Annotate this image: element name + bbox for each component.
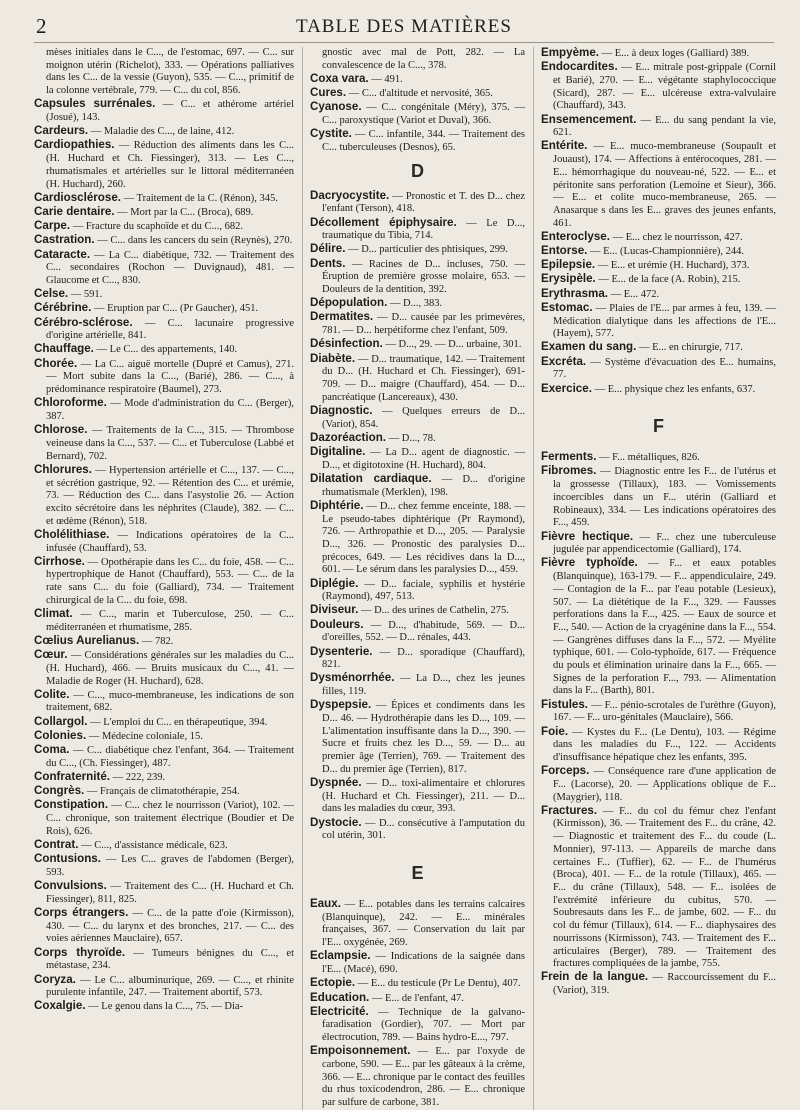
index-entry — [34, 98, 294, 124]
index-entry-text: — C..., d'assistance médicale, 623. — [78, 839, 228, 851]
index-entry — [310, 311, 525, 337]
index-term: Constipation. — [34, 798, 109, 812]
index-entry — [34, 234, 294, 248]
index-term: Castration. — [34, 233, 95, 247]
index-term: Diviseur. — [310, 603, 359, 617]
index-entry — [310, 672, 525, 698]
index-entry-text: — D..., 29. — D... urbaine, 301. — [382, 339, 522, 351]
index-entry — [310, 243, 525, 257]
index-entry-text: — Réduction des aliments dans les C... (H. Huchard et Ch. Fiessinger), 313. — Les C..., rhumatismales et artérielles sur le littoral méditerranéen (H. Huchard), 260. — [46, 140, 294, 190]
index-entry — [541, 356, 776, 382]
index-entry-text: — Indications opératoires de la C... infusée (Chauffard), 53. — [46, 529, 294, 554]
index-entry — [34, 464, 294, 529]
index-entry — [34, 689, 294, 715]
index-entry-text: — Considérations générales sur les maladies du C... (H. Huchard), 466. — Bruits musicaux du C..., 41. — Maladie de Roger (H. Huchard), 628. — [46, 650, 294, 687]
index-term: Chorée. — [34, 356, 78, 370]
index-entry — [541, 341, 776, 355]
index-entry — [541, 557, 776, 698]
index-entry — [310, 190, 525, 216]
index-term: Dysménorrhée. — [310, 671, 395, 685]
index-entry-text: — E... chez le nourrisson, 427. — [609, 231, 743, 243]
index-entry — [541, 531, 776, 557]
index-entry-text: — D..., d'habitude, 569. — D... d'oreilles, 552. — D... rénales, 443. — [322, 619, 525, 644]
index-term: Frein de la langue. — [541, 970, 649, 984]
index-entry — [541, 383, 776, 397]
index-entry — [310, 297, 525, 311]
index-entry — [34, 529, 294, 555]
index-entry-text: — E... mitrale post-grippale (Cornil et Barié), 270. — E... végétante staphylococcique (Sicard), 287. — E... ulcéreuse extra-valvulaire (Chauffard), 343. — [553, 62, 776, 112]
index-entry — [541, 302, 776, 341]
index-term: Contrat. — [34, 837, 79, 851]
index-term: Dyspepsie. — [310, 698, 372, 712]
index-entry-text: — Les C... graves de l'abdomen (Berger), 593. — [46, 854, 294, 878]
index-entry — [310, 500, 525, 577]
index-entry-text: — Le D..., traumatique du Tibia, 714. — [322, 217, 525, 242]
index-entry — [34, 302, 294, 316]
index-entry — [34, 317, 294, 343]
index-entry — [310, 1006, 525, 1045]
index-entry — [34, 206, 294, 220]
index-entry-text: — Français de climatothérapie, 254. — [84, 786, 240, 798]
index-entry-text: — C... de la patte d'oie (Kirmisson), 430. — C... du larynx et des bronches, 217. — C... des voies aériennes Mauclaire), 657. — [46, 908, 294, 945]
index-term: Fractures. — [541, 803, 598, 817]
index-entry — [34, 358, 294, 397]
index-column-middle — [310, 47, 525, 1110]
index-term: Chlorose. — [34, 423, 88, 437]
index-column-left — [34, 47, 294, 1110]
index-entry-text: — Racines de D... incluses, 750. — Éruption de première grosse molaire, 653. — Douleurs de la dentition, 392. — [322, 258, 525, 296]
index-entry — [34, 839, 294, 853]
index-entry — [34, 608, 294, 634]
index-entry-text: — E... muco-membraneuse (Soupault et Jouaust), 174. — Affections à entérocoques, 281. — E... hémorrhagique du nouveau-né, 522. — E... et péritonite sans perforation (Lemoine et Sieur), 366. — E... et colite muco-membraneuse, 265. — Anasarque s dans les E... graves des jeunes enfants, 461. — [553, 141, 776, 229]
index-term: Coxalgie. — [34, 999, 86, 1013]
index-entry — [310, 992, 525, 1006]
index-entry-text: — C... infantile, 344. — Traitement des C... tuberculeuses (Desnos), 65. — [322, 129, 525, 153]
index-term: Dystocie. — [310, 815, 362, 829]
index-entry — [34, 947, 294, 973]
index-term: Carie dentaire. — [34, 204, 115, 218]
index-entry-text: — D... particulier des phtisiques, 299. — [345, 244, 508, 256]
index-term: Eclampsie. — [310, 949, 371, 963]
index-entry-text: — Opothérapie dans les C... du foie, 458. — C... hypertrophique de Hanot (Chauffard), 553. — C... de la rate sans C... du foie (Galliard), 734. — Traitement chirurgical de la C... du foie, 698. — [46, 556, 294, 606]
index-entry-text: — D... faciale, syphilis et hystérie (Raymond), 497, 513. — [322, 578, 525, 603]
index-entry — [541, 765, 776, 804]
index-entry-text: — Système d'évacuation des E... humains, 77. — [553, 356, 776, 381]
page-number: 2 — [36, 14, 47, 38]
index-entry-text: — D... causée par les primevères, 781. — D... herpétiforme chez l'enfant, 509. — [322, 312, 525, 337]
index-entry — [310, 405, 525, 431]
index-entry-text: — Traitement des C... (H. Huchard et Ch. Fiessinger), 811, 825. — [46, 881, 294, 905]
index-term: Electricité. — [310, 1004, 369, 1018]
index-entry-text: — E... 472. — [608, 288, 660, 300]
index-entry-text: — C... et athérome artériel (Josué), 143. — [46, 99, 294, 124]
index-entry — [34, 771, 294, 785]
index-term: Diplégie. — [310, 576, 359, 590]
index-entry-text: — L'emploi du C... en thérapeutique, 394. — [87, 716, 268, 728]
index-term: Fièvre hectique. — [541, 529, 634, 543]
index-term: Cirrhose. — [34, 554, 85, 568]
index-entry-text: — Hypertension artérielle et C..., 137. — C..., et sécrétion gastrique, 92. — Rétention des C... et urémie, 73. — Réduction des C... dans l'asystolie 26. — Action excito sécrétoire dans les néphrites (Claude), 382. — C... et œdème (Rénon), 518. — [46, 464, 294, 527]
index-entry-text: — E... potables dans les terrains calcaires (Blanquinque), 242. — E... minérales françaises, 367. — Conservation du lait par l'E... oxygénée, 269. — [322, 899, 525, 949]
index-entry — [310, 950, 525, 976]
index-entry — [34, 907, 294, 946]
index-entry — [34, 1000, 294, 1014]
index-entry-text: — C... chez le nourrisson (Variot), 102. — C... chronique, son traitement électrique (Boudier et De Rois), 626. — [46, 800, 294, 837]
index-entry — [310, 646, 525, 672]
index-term: Ferments. — [541, 450, 597, 464]
index-entry-text: — Kystes du F... (Le Dentu), 103. — Régime dans les maladies du F..., 122. — Accidents d'insuffisance hépatique chez les enfants, 395. — [553, 726, 776, 763]
index-term: Chauffage. — [34, 342, 94, 356]
index-term: Diphtérie. — [310, 498, 364, 512]
index-term: Décollement épiphysaire. — [310, 215, 457, 229]
index-entry — [34, 288, 294, 302]
index-entry-text: — F... chez une tuberculeuse jugulée par appendicectomie (Galliard), 174. — [553, 531, 776, 556]
index-term: Délire. — [310, 242, 346, 256]
index-entry-text: — Diagnostic entre les F... de l'utérus et la grossesse (Tillaux), 183. — Vomissements incoercibles dans un F... utérin (Galliard et Robineaux), 334. — Les indications opératoires des F..., 459. — [553, 466, 776, 529]
index-entry — [541, 465, 776, 530]
index-entry — [310, 977, 525, 991]
index-entry — [310, 898, 525, 950]
index-entry-text: — C..., muco-membraneuse, les indications de son traitement, 682. — [46, 689, 294, 714]
index-entry-text: — Technique de la galvano-faradisation (Gordier), 707. — Mort par électrocution, 789. — Bains hydro-E..., 797. — [322, 1006, 525, 1044]
running-title: TABLE DES MATIÈRES — [296, 16, 512, 37]
index-entry — [310, 101, 525, 127]
index-entry-text: — D..., 383. — [387, 298, 443, 310]
index-entry — [310, 1045, 525, 1110]
index-entry-text: mèses initiales dans le C..., de l'estomac, 697. — C... sur moignon utérin (Richelot), 333. — Opérations palliatives dans les C... de la vessie (Guyon), 535. — C..., primitif de la colonne vertébrale, 779. — C... du col, 856. — [46, 47, 294, 97]
index-entry — [34, 125, 294, 139]
index-entry-text: — E... du testicule (Pr Le Dentu), 407. — [355, 978, 521, 990]
index-term: Dépopulation. — [310, 296, 388, 310]
index-entry — [34, 799, 294, 838]
index-entry — [34, 139, 294, 191]
index-term: Cardiosclérose. — [34, 190, 121, 204]
index-entry-text: — Conséquence rare d'une application de F... (Lacorse), 20. — Applications oblique de F... (Maygrier), 118. — [553, 766, 776, 803]
index-entry-text: — D... sporadique (Chauffard), 821. — [322, 646, 525, 671]
index-entry — [310, 619, 525, 645]
index-term: Cardiopathies. — [34, 138, 115, 152]
index-entry-text: — E... (Lucas-Championnière), 244. — [587, 246, 744, 258]
index-entry-text: — Le C... albuminurique, 269. — C..., et rhinite purulente infantile, 247. — Traitement abortif, 573. — [46, 974, 294, 999]
index-term: Contusions. — [34, 852, 101, 866]
index-entry — [310, 217, 525, 243]
index-term: Coma. — [34, 743, 70, 757]
index-entry — [541, 699, 776, 725]
index-entry — [310, 338, 525, 352]
index-entry-text: — D... consécutive à l'amputation du col utérin, 301. — [322, 817, 525, 842]
index-entry — [34, 424, 294, 463]
index-entry-text: — F... et eaux potables (Blanquinque), 163-179. — F... appendiculaire, 249. — Contagion de la F... par l'eau potable (Lesieux), 507. — La diététique de la F..., 329. — Fausses perforations dans la F..., 425. — Eaux de source et F..., 540. — Action de la cryagénine dans la F..., 554. — Gangrènes diffuses dans la F..., 572. — Myélite typhique, 601. — Colo-typhoïde, 617. — Fréquence du pouls et élimination urinaire dans la F..., 665. — Signes de la perforation F..., 793. — Alimentation dans la F... (Barth), 801. — [553, 558, 777, 697]
index-entry — [34, 880, 294, 906]
index-entry-text: — D... toxi-alimentaire et chlorures (H. Huchard et Ch. Fiessinger), 211. — D... dans les maladies du cœur, 393. — [322, 778, 525, 815]
index-term: Entorse. — [541, 244, 588, 258]
index-entry — [34, 649, 294, 688]
index-term: Désinfection. — [310, 337, 383, 351]
index-entry-text: — F... du col du fémur chez l'enfant (Kirmisson), 36. — Traitement des F... du crâne, 42. — Diagnostic et traitement des F... du coude (L. Monnier), 97-113. — Appareils de marche dans certaines F... (Tuffier), 62. — F... de l'humérus (Broca), 401. — F... de la rotule (Tillaux), 465. — F... du crâne (Tillaux), 548. — F... isolées de l'extrémité inférieure du cubitus, 570. — Soubresauts dans les F... de jambe, 602. — F... du col du fémur (Tillaux), 614. — F... diaphysaires des nourrissons (Kirmisson), 743. — Traitement des F... articulaires (Berger), 789. — Traitement des fractures compliquées de la jambe, 755. — [553, 805, 776, 970]
index-entry — [541, 114, 776, 140]
index-term: Education. — [310, 990, 370, 1004]
index-entry-text: — E... physique chez les enfants, 637. — [591, 383, 756, 395]
index-term: Fistules. — [541, 697, 589, 711]
index-term: Cures. — [310, 86, 347, 100]
index-entry-text: — C... lacunaire progressive d'origine artérielle, 841. — [46, 317, 294, 342]
page-header — [34, 12, 774, 43]
index-entry — [34, 220, 294, 234]
index-term: Colonies. — [34, 728, 87, 742]
index-entry-text: — Quelques erreurs de D... (Variot), 854. — [322, 405, 525, 430]
index-term: Empyème. — [541, 46, 599, 59]
index-term: Ectopie. — [310, 976, 356, 990]
index-entry-text: — Épices et condiments dans les D... 46. — Hydrothérapie dans les D..., 109. — L'alimentation insuffisante dans la D..., 390. — Sucre et fruits chez les D..., 59. — D... au premier âge (Terrien), 769. — Traitement des D... du premier âge (Terrien), 817. — [322, 700, 525, 775]
index-term: Entérite. — [541, 139, 588, 153]
index-term: Excréta. — [541, 354, 587, 368]
index-entry-text: — Indications de la saignée dans l'E... (Macé), 690. — [322, 951, 525, 976]
index-entry — [34, 397, 294, 423]
index-term: Chlorures. — [34, 462, 92, 476]
index-term: Foie. — [541, 724, 569, 738]
index-entry — [310, 446, 525, 472]
index-term: Carpe. — [34, 219, 71, 233]
index-term: Convulsions. — [34, 879, 107, 893]
index-entry-text: — Tumeurs bénignes du C..., et métastase, 234. — [46, 947, 294, 972]
index-term: Climat. — [34, 607, 73, 621]
index-entry — [310, 817, 525, 843]
index-entry-text: — Mort par la C... (Broca), 689. — [114, 206, 254, 218]
index-term: Dazoréaction. — [310, 430, 387, 444]
index-entry-text: gnostic avec mal de Pott, 282. — La convalescence de la C..., 378. — [322, 47, 525, 71]
index-term: Cérébrine. — [34, 301, 92, 315]
index-term: Dyspnée. — [310, 776, 362, 790]
index-entry-text: — E... du sang pendant la vie, 621. — [553, 114, 776, 139]
index-entry-text: — La C... aiguë mortelle (Dupré et Camus), 271. — Mort subite dans la C..., (Barié), 286. — C..., à prédominance respiratoire (Baumel), 273. — [46, 358, 294, 396]
index-term: Cystite. — [310, 127, 352, 141]
index-entry-text: — La D..., chez les jeunes filles, 119. — [322, 673, 525, 698]
index-term: Fièvre typhoïde. — [541, 556, 638, 570]
index-term: Eaux. — [310, 897, 341, 911]
index-term: Empoisonnement. — [310, 1044, 411, 1058]
index-entry-text: — D... traumatique, 142. — Traitement du D... (H. Huchard et Ch. Fiessinger), 691-709. — D... maigre (Chauffard), 454. — D... pancréatique (Lancereaux), 430. — [322, 353, 525, 403]
index-entry-text: — 591. — [68, 289, 103, 301]
index-entry-text: — D..., 78. — [386, 432, 436, 444]
index-entry — [541, 805, 776, 971]
index-entry-text: — Eruption par C... (Pr Gaucher), 451. — [91, 303, 259, 315]
index-term: Erysipèle. — [541, 272, 596, 286]
index-term: Coryza. — [34, 972, 76, 986]
index-entry — [310, 578, 525, 604]
index-entry-text: — E... par l'oxyde de carbone, 590. — E... par les gâteaux à la crème, 366. — E... chronique par le contact des feuilles du rhus toxicodendron, 286. — E... chronique par sulfure de carbone, 381. — [322, 1046, 525, 1109]
index-entry — [310, 47, 525, 72]
index-entry-text: — Fracture du scaphoïde et du C..., 682. — [70, 221, 244, 233]
index-entry — [34, 744, 294, 770]
index-entry-text: — Le genou dans la C..., 75. — Dia- — [85, 1001, 244, 1013]
index-term: Estomac. — [541, 300, 593, 314]
index-term: Forceps. — [541, 764, 590, 778]
index-entry-text: — Médecine coloniale, 15. — [86, 730, 203, 742]
index-term: Celse. — [34, 287, 69, 301]
index-term: Epilepsie. — [541, 258, 596, 272]
index-term: Dermatites. — [310, 310, 374, 324]
index-entry-text: — Maladie des C..., de laine, 412. — [88, 126, 235, 138]
index-entry-text: — E... et urémie (H. Huchard), 373. — [595, 260, 750, 272]
index-term: Cérébro-sclérose. — [34, 315, 133, 329]
index-entry — [310, 473, 525, 499]
index-entry — [34, 974, 294, 1000]
index-entry — [34, 47, 294, 98]
index-entry — [541, 451, 776, 465]
index-term: Examen du sang. — [541, 340, 637, 354]
index-entry — [541, 231, 776, 245]
index-term: Dents. — [310, 256, 346, 270]
index-entry-text: — 491. — [368, 73, 403, 85]
index-columns — [34, 46, 777, 1109]
index-entry — [541, 288, 776, 302]
index-term: Exercice. — [541, 381, 592, 395]
index-entry-text: — Pronostic et T. des D... chez l'enfant (Terson), 418. — [322, 190, 525, 215]
index-term: Dilatation cardiaque. — [310, 471, 432, 485]
index-term: Cyanose. — [310, 100, 362, 114]
index-term: Corps thyroïde. — [34, 945, 126, 959]
index-entry — [541, 273, 776, 287]
index-entry-text: — E... de l'enfant, 47. — [369, 992, 464, 1004]
index-entry-text: — Mode d'administration du C... (Berger), 387. — [46, 398, 294, 422]
section-letter-f: F — [653, 416, 664, 437]
index-entry-text: — F... pénio-scrotales de l'urèthre (Guyon), 167. — F... uro-génitales (Mauclaire), 566. — [553, 699, 776, 724]
index-entry — [34, 785, 294, 799]
index-term: Enteroclyse. — [541, 229, 610, 243]
index-entry — [541, 245, 776, 259]
index-term: Ensemencement. — [541, 112, 637, 126]
index-entry-text: — C... congénitale (Méry), 375. — C... paroxystique (Variot et Duval), 366. — [322, 102, 525, 127]
index-term: Collargol. — [34, 714, 88, 728]
index-entry — [310, 73, 525, 87]
index-entry — [34, 192, 294, 206]
index-entry-text: — Le C... des appartements, 140. — [93, 344, 238, 356]
index-entry-text: — Traitement de la C. (Rénon), 345. — [121, 192, 278, 204]
index-entry — [541, 61, 776, 113]
index-term: Cardeurs. — [34, 124, 89, 138]
index-term: Douleurs. — [310, 617, 364, 631]
index-entry — [310, 432, 525, 446]
index-entry — [310, 699, 525, 776]
index-term: Cœur. — [34, 648, 68, 662]
index-entry — [34, 730, 294, 744]
index-term: Chloroforme. — [34, 396, 107, 410]
index-term: Cataracte. — [34, 247, 91, 261]
index-entry-text: — 222, 239. — [110, 771, 166, 783]
index-entry-text: — Plaies de l'E... par armes à feu, 139. — Médication dialytique dans les affections de l'E... (Hayem), 577. — [553, 302, 776, 340]
index-entry-text: — C... diabétique chez l'enfant, 364. — Traitement du C..., (Ch. Fiessinger), 487. — [46, 745, 294, 769]
index-entry-text: — La C... diabétique, 732. — Traitement des C... secondaires (Rochon — Duvignaud), 481. — Glaucome et C..., 830. — [46, 249, 294, 286]
index-entry-text: — D... chez femme enceinte, 188. — Le pseudo-tabes diphtérique (Pr Raymond), 726. — Arthropathie et D..., 205. — Paralysie D..., 326. — Pronostic des paralysies D... précoces, 649. — Les récidives dans la D..., 601. — Le sérum dans les paralysies D..., 459. — [322, 500, 525, 576]
index-entry — [541, 259, 776, 273]
index-entry — [310, 258, 525, 297]
index-term: Corps étrangers. — [34, 906, 129, 919]
index-entry — [541, 47, 776, 61]
index-entry-text: — C..., marin et Tuberculose, 250. — C... méditerranéen et rhumatisme, 285. — [46, 609, 294, 633]
index-entry-text: — La D... agent de diagnostic. — D..., et digitotoxine (H. Huchard), 804. — [322, 446, 525, 471]
index-entry — [34, 853, 294, 879]
index-entry — [34, 343, 294, 357]
index-term: Diagnostic. — [310, 403, 373, 417]
index-entry — [310, 128, 525, 154]
index-term: Cholélithiase. — [34, 527, 110, 541]
section-letter-d: D — [411, 160, 424, 181]
index-entry-text: — 782. — [139, 635, 174, 647]
index-entry — [34, 635, 294, 649]
index-entry — [34, 556, 294, 608]
index-entry — [34, 249, 294, 288]
index-term: Digitaline. — [310, 444, 366, 458]
index-term: Confraternité. — [34, 769, 111, 783]
index-entry — [34, 716, 294, 730]
index-entry — [310, 353, 525, 405]
index-term: Dysenterie. — [310, 644, 373, 658]
index-entry — [310, 87, 525, 101]
index-entry — [310, 777, 525, 816]
index-entry — [541, 140, 776, 230]
index-entry — [541, 971, 776, 997]
index-entry — [310, 604, 525, 618]
index-entry-text: — Traitements de la C..., 315. — Thrombose veineuse dans la C..., 537. — C... et Tuberculose (Labbé et Bernard), 702. — [46, 425, 294, 462]
index-term: Diabète. — [310, 351, 356, 365]
index-entry-text: — E... à deux loges (Galliard) 389. — [599, 48, 750, 59]
index-entry-text: — F... métalliques, 826. — [596, 452, 700, 464]
index-term: Congrès. — [34, 784, 85, 798]
index-entry-text: — C... dans les cancers du sein (Reynès), 270. — [94, 235, 293, 247]
index-term: Capsules surrénales. — [34, 97, 156, 111]
index-term: Fibromes. — [541, 464, 597, 478]
index-term: Dacryocystite. — [310, 188, 390, 202]
index-entry — [541, 726, 776, 765]
index-term: Colite. — [34, 687, 70, 701]
index-term: Coxa vara. — [310, 71, 369, 85]
section-letter-e: E — [411, 863, 424, 884]
index-entry-text: — E... en chirurgie, 717. — [636, 342, 743, 354]
index-entry-text: — Raccourcissement du F... (Variot), 319. — [553, 972, 776, 997]
index-term: Endocardites. — [541, 60, 618, 74]
index-term: Erythrasma. — [541, 286, 609, 300]
index-entry-text: — D... des urines de Cathelin, 275. — [358, 605, 509, 617]
index-term: Cœlius Aurelianus. — [34, 633, 140, 647]
index-entry-text: — D... d'origine rhumatismale (Merklen), 198. — [322, 473, 525, 498]
index-entry-text: — E... de la face (A. Robin), 215. — [595, 274, 741, 286]
index-entry-text: — C... d'altitude et nervosité, 365. — [346, 88, 493, 100]
index-column-right — [541, 47, 776, 1110]
